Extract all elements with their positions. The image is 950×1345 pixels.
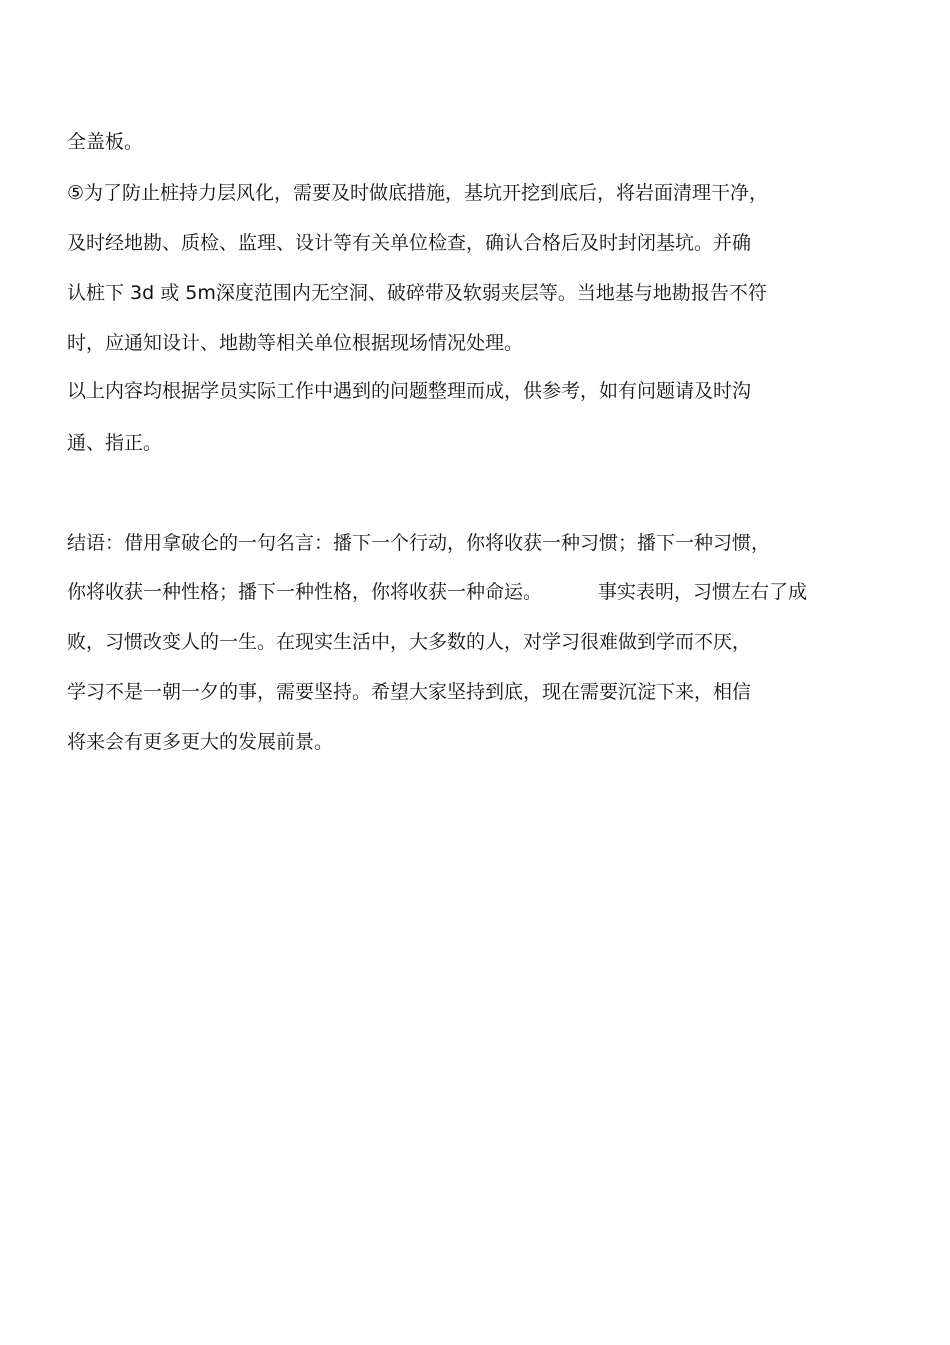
- body-line-2: ⑤为了防止桩持力层风化，需要及时做底措施，基坑开挖到底后，将岩面清理干净，: [67, 182, 769, 204]
- body-line-4: 认桩下 3d 或 5m深度范围内无空洞、破碎带及软弱夹层等。当地基与地勘报告不符: [67, 282, 767, 304]
- body-line-1: 全盖板。: [67, 131, 144, 153]
- conclusion-line-5: 将来会有更多更大的发展前景。: [67, 731, 334, 753]
- conclusion-line-2: [67, 580, 807, 604]
- body-line-3: 及时经地勘、质检、监理、设计等有关单位检查，确认合格后及时封闭基坑。并确: [67, 232, 752, 254]
- conclusion-line-1: 结语：借用拿破仑的一句名言：播下一个行动，你将收获一种习惯；播下一种习惯，: [67, 532, 771, 554]
- conclusion-line-2-part-1: 你将收获一种性格；播下一种性格，你将收获一种命运。: [67, 581, 543, 603]
- body-line-7: 通、指正。: [67, 432, 163, 454]
- body-line-6: 以上内容均根据学员实际工作中遇到的问题整理而成，供参考，如有问题请及时沟: [67, 380, 752, 402]
- conclusion-line-4: 学习不是一朝一夕的事，需要坚持。希望大家坚持到底，现在需要沉淀下来，相信: [67, 681, 752, 703]
- conclusion-line-2-part-2: 事实表明，习惯左右了成: [598, 581, 808, 603]
- conclusion-line-3: 败，习惯改变人的一生。在现实生活中，大多数的人，对学习很难做到学而不厌，: [67, 631, 752, 653]
- body-line-5: 时，应通知设计、地勘等相关单位根据现场情况处理。: [67, 332, 524, 354]
